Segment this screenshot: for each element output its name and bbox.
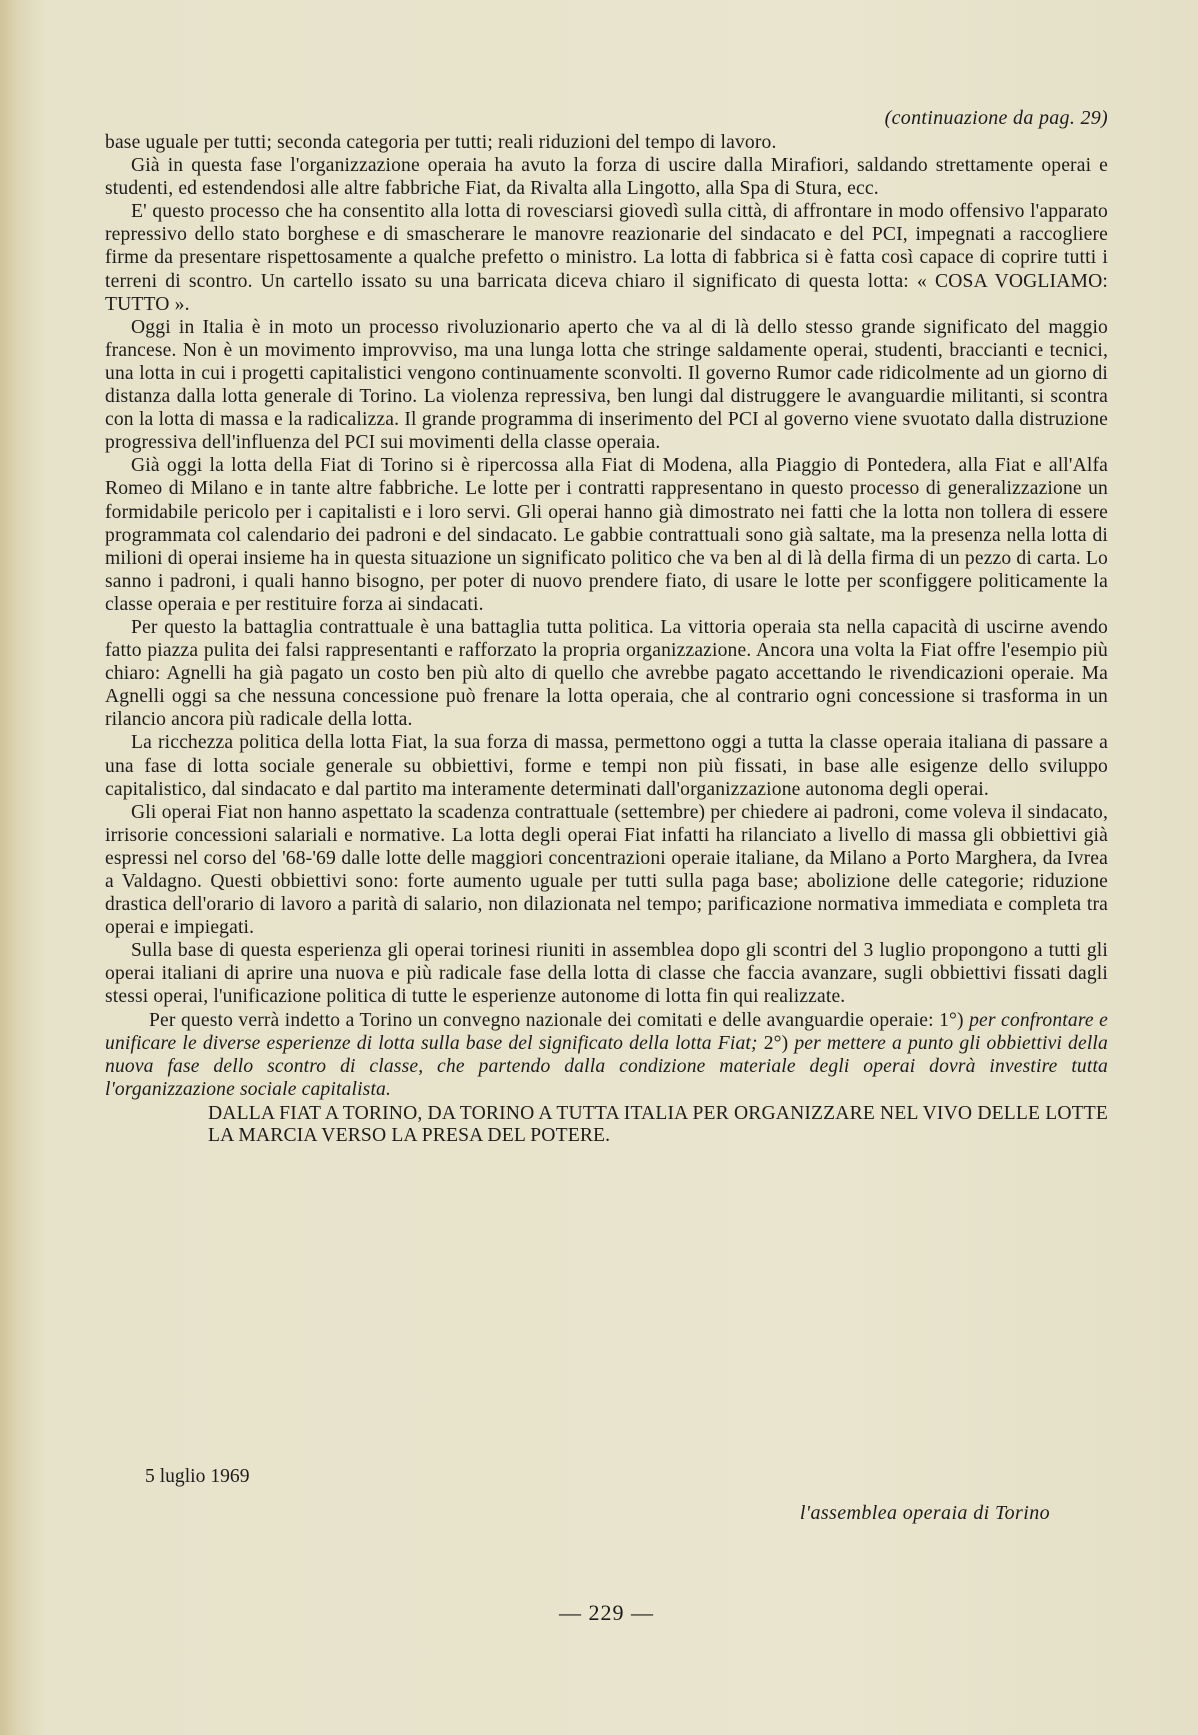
paragraph: Già in questa fase l'organizzazione operaia ha avuto la forza di uscire dalla Mirafiori, saldando strettamente operai e studenti, ed estendendosi alle altre fabbriche Fiat, da Rivalta alla Lingotto, alla Spa di Stura, ecc. — [105, 155, 1108, 200]
closing-slogan: DALLA FIAT A TORINO, DA TORINO A TUTTA ITALIA PER ORGANIZZARE NEL VIVO DELLE LOTTE LA MARCIA VERSO LA PRESA DEL POTERE. — [208, 1102, 1108, 1146]
paragraph: Oggi in Italia è in moto un processo rivoluzionario aperto che va al di là dello stesso grande significato del maggio francese. Non è un movimento improvviso, ma una lunga lotta che stringe saldamente operai, studenti, braccianti e tecnici, una lotta in cui i progetti capitalistici vengono continuamente sconvolti. Il governo Rumor cade ridicolmente ad un giorno di distanza dalla lotta generale di Torino. La violenza repressiva, ben lungi dal distruggere le avanguardie militanti, si scontra con la lotta di massa e la radicalizza. Il grande programma di inserimento del PCI al governo viene svuotato dalla distruzione progressiva dell'influenza del PCI sui movimenti della classe operaia. — [105, 316, 1108, 454]
final-lead: Per questo verrà indetto a Torino un convegno nazionale dei comitati e delle avanguardie operaie: 1°) — [149, 1009, 964, 1031]
final-mid: 2°) — [763, 1032, 789, 1054]
final-paragraph — [105, 1009, 1108, 1101]
document-date: 5 luglio 1969 — [145, 1466, 250, 1487]
paragraph: E' questo processo che ha consentito alla lotta di rovesciarsi giovedì sulla città, di affrontare in modo offensivo l'apparato repressivo dello stato borghese e di smascherare le manovre reazionarie del sindacato e del PCI, impegnati a raccogliere firme da presentare rispettosamente a qualche prefetto o ministro. La lotta di fabbrica si è fatta così capace di coprire tutti i terreni di scontro. Un cartello issato su una barricata diceva chiaro il significato di questa lotta: « COSA VOGLIAMO: TUTTO ». — [105, 201, 1108, 315]
final-italic-1: per confrontare e unificare le diverse esperienze di lotta sulla base del significato della lotta Fiat; — [105, 1009, 1108, 1054]
paragraph: Già oggi la lotta della Fiat di Torino si è ripercossa alla Fiat di Modena, alla Piaggio di Pontedera, alla Fiat e all'Alfa Romeo di Milano e in tante altre fabbriche. Le lotte per i contratti rappresentano in questo processo di generalizzazione un formidabile pericolo per i capitalisti e i loro servi. Gli operai hanno già dimostrato nei fatti che la lotta non tollera di essere programmata col calendario dei padroni e del sindacato. Le gabbie contrattuali sono già saltate, ma la presenza nella lotta di milioni di operai insieme ha in questa situazione un significato politico che va ben al di là della firma di un pezzo di carta. Lo sanno i padroni, i quali hanno bisogno, per poter di nuovo prendere fiato, di usare le lotte per sconfiggere politicamente la classe operaia e per restituire forza ai sindacati. — [105, 455, 1108, 615]
paragraph: base uguale per tutti; seconda categoria per tutti; reali riduzioni del tempo di lavoro. — [105, 132, 777, 153]
continuation-note: (continuazione da pag. 29) — [884, 107, 1108, 129]
signature: l'assemblea operaia di Torino — [799, 1502, 1050, 1524]
paragraph: Per questo la battaglia contrattuale è una battaglia tutta politica. La vittoria operaia sta nella capacità di uscirne avendo fatto piazza pulita dei falsi rappresentanti e rafforzato la propria organizzazione. Ancora una volta la Fiat offre l'esempio più chiaro: Agnelli ha già pagato un costo ben più alto di quello che avrebbe pagato accettando le rivendicazioni operaie. Ma Agnelli oggi sa che nessuna concessione può frenare la lotta operaia, che al contrario ogni concessione si trasforma in un rilancio ancora più radicale della lotta. — [105, 616, 1108, 731]
paragraph: Sulla base di questa esperienza gli operai torinesi riuniti in assemblea dopo gli scontri del 3 luglio propongono a tutti gli operai italiani di aprire una nuova e più radicale fase della lotta di classe che faccia avanzare, sugli obbiettivi fissati dagli stessi operai, l'unificazione politica di tutte le esperienze autonome di lotta fin qui realizzate. — [105, 940, 1108, 1008]
paragraph: La ricchezza politica della lotta Fiat, la sua forza di massa, permettono oggi a tutta la classe operaia italiana di passare a una fase di lotta sociale generale su obbiettivi, forme e tempi non più fissati, in base alle esigenze dello sviluppo capitalistico, dal sindacato e dal partito ma interamente determinati dall'organizzazione autonoma degli operai. — [105, 732, 1108, 800]
paragraph: Gli operai Fiat non hanno aspettato la scadenza contrattuale (settembre) per chiedere ai padroni, come voleva il sindacato, irrisorie concessioni salariali e normative. La lotta degli operai Fiat infatti ha rilanciato a livello di massa gli obbiettivi già espressi nel corso del '68-'69 dalle lotte delle maggiori concentrazioni operaie italiane, da Milano a Porto Marghera, da Ivrea a Valdagno. Questi obbiettivi sono: forte aumento uguale per tutti sulla paga base; abolizione delle categorie; riduzione drastica dell'orario di lavoro a parità di salario, non dilazionata nel tempo; parificazione normativa immediata e completa tra operai e impiegati. — [105, 801, 1108, 939]
final-italic-2: per mettere a punto gli obbiettivi della nuova fase dello scontro di classe, che partendo dalla condizione materiale degli operai dovrà investire tutta l'organizzazione sociale capitalista. — [105, 1032, 1108, 1100]
article-body — [105, 131, 1108, 1147]
page-number: — 229 — — [559, 1600, 654, 1625]
